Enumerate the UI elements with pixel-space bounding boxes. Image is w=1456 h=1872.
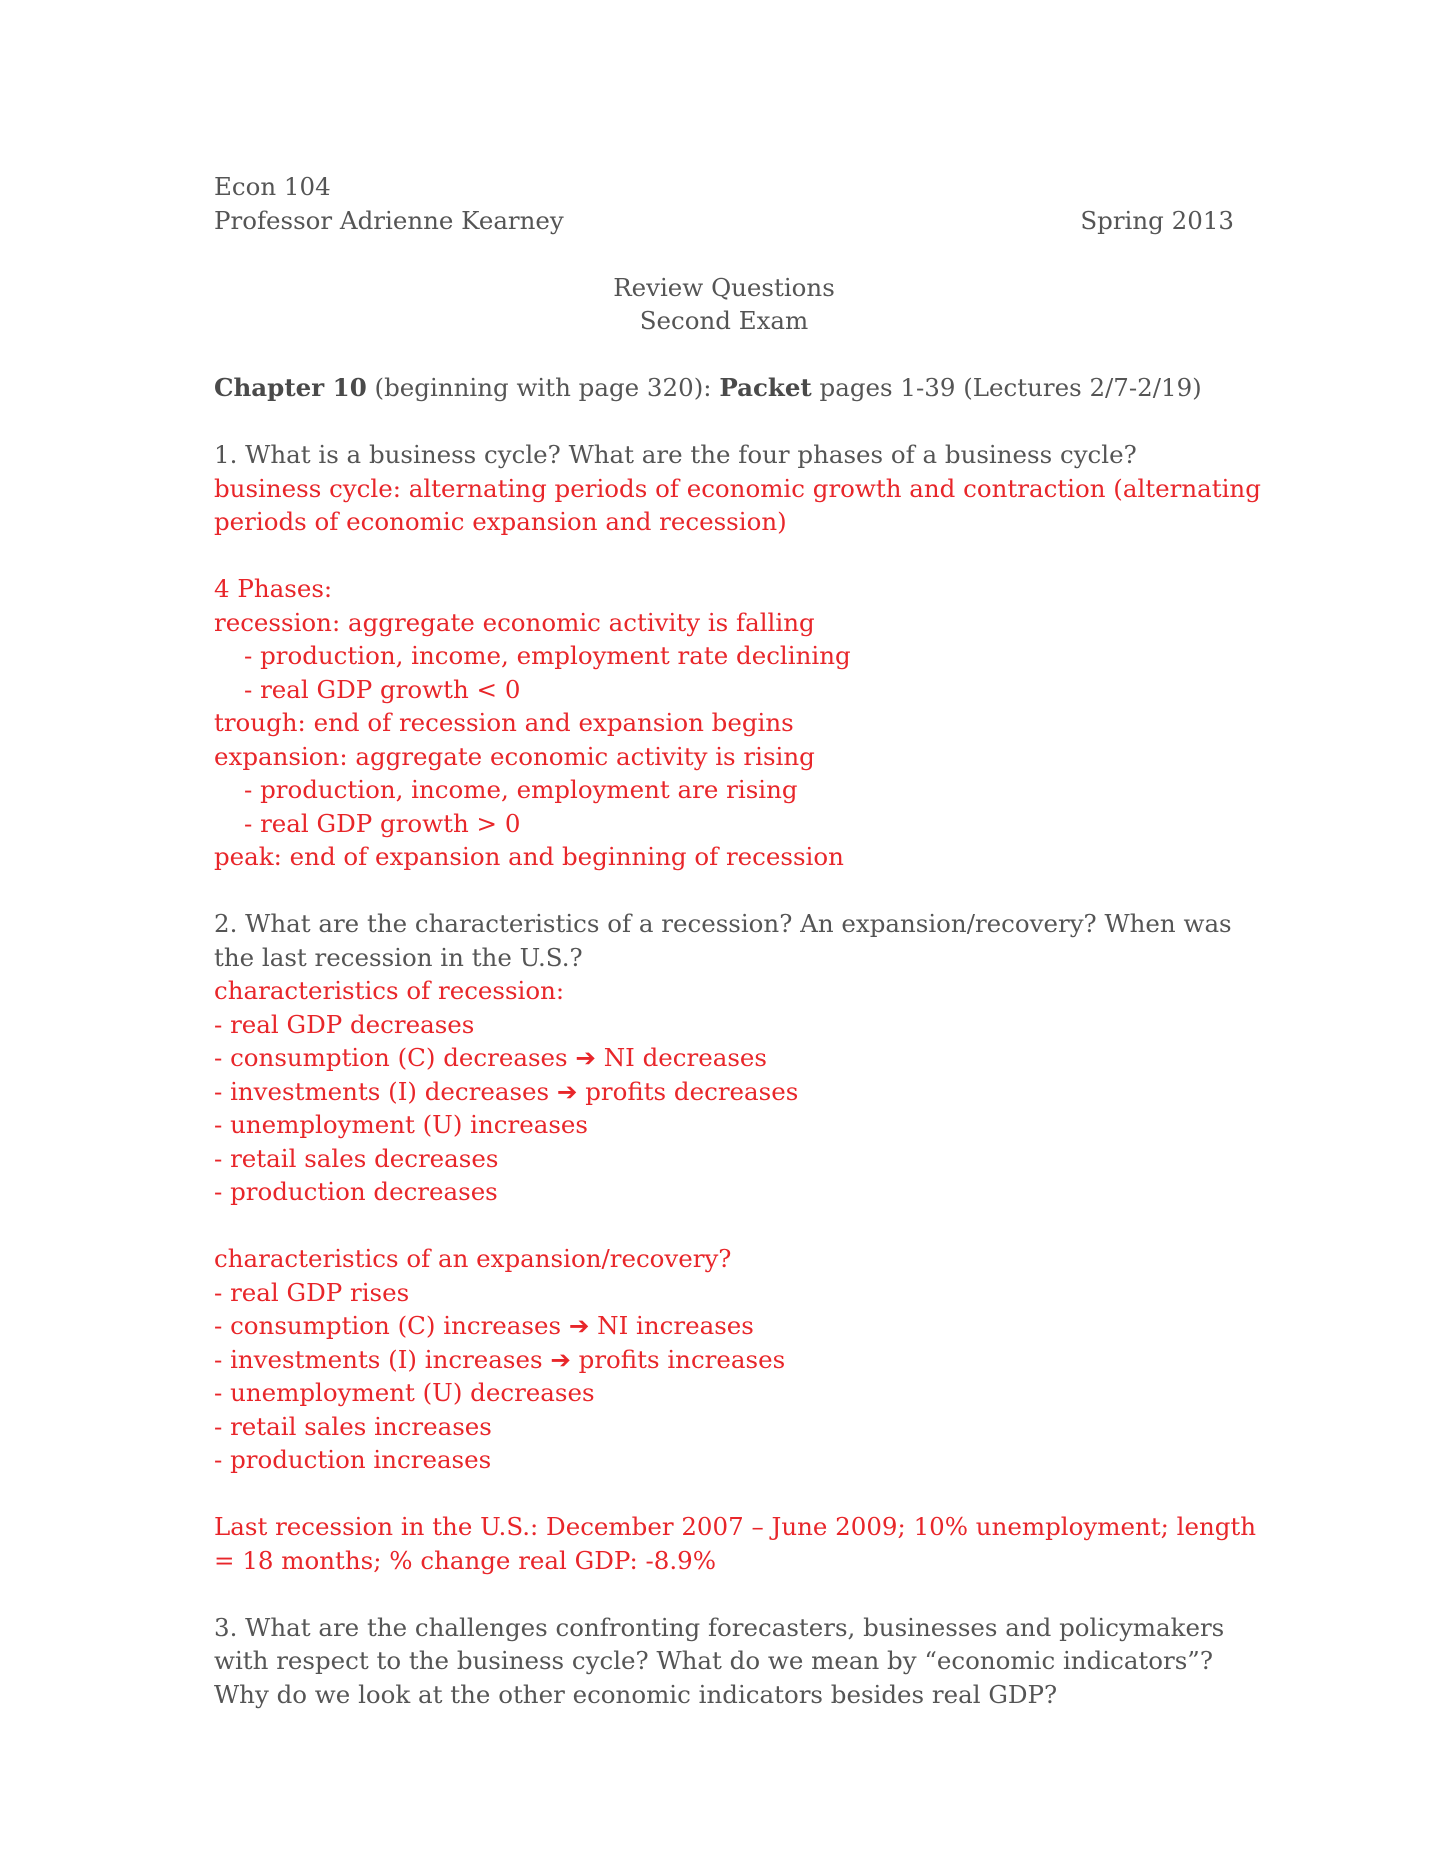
document-content [214,170,1261,1711]
phase-trough: trough: end of recession and expansion begins [214,708,794,737]
arrow-right-icon: ➔ [556,1076,578,1106]
list-item [214,1309,1234,1343]
arrow-right-icon: ➔ [568,1311,590,1340]
question-3: 3. What are the challenges confronting forecasters, businesses and policymakers [214,1612,1225,1642]
list-item [214,1343,1234,1377]
list-item: - production decreases [214,1177,498,1206]
chapter-note: (beginning with page 320): [366,373,720,402]
packet-label: Packet [719,373,812,402]
header-row [214,204,1234,238]
recession-heading: characteristics of recession: [214,976,565,1005]
item-text: - investments (I) increases [214,1344,551,1374]
phase-detail: - production, income, employment are rising [244,775,798,804]
phases-heading: 4 Phases: [214,574,333,603]
expansion-heading: characteristics of an expansion/recovery? [214,1244,732,1273]
chapter-line [214,371,1234,405]
phase-detail: - production, income, employment rate declining [244,641,851,670]
list-item: - retail sales increases [214,1411,492,1441]
chapter-label: Chapter 10 [214,373,367,402]
phase-expansion: expansion: aggregate economic activity is rising [214,741,815,771]
phase-detail: - real GDP growth < 0 [244,674,521,704]
question-3: with respect to the business cycle? What do we mean by “economic indicators”? [214,1646,1213,1675]
list-item: - real GDP rises [214,1277,410,1307]
question-2: 2. What are the characteristics of a recession? An expansion/recovery? When was [214,909,1232,938]
item-text: - consumption (C) increases [214,1311,569,1340]
professor-name: Professor Adrienne Kearney [214,205,564,235]
item-text: profits decreases [577,1076,799,1106]
document-subtitle: Second Exam [639,306,809,335]
list-item [214,1075,1234,1109]
phase-recession: recession: aggregate economic activity is falling [214,607,815,637]
arrow-right-icon: ➔ [575,1043,596,1072]
list-item: - unemployment (U) increases [214,1110,588,1139]
question-1: 1. What is a business cycle? What are the four phases of a business cycle? [214,440,1137,469]
document-title: Review Questions [613,272,835,302]
item-text: - investments (I) decreases [214,1076,557,1106]
last-recession-line: Last recession in the U.S.: December 2007 – June 2009; 10% unemployment; length [214,1512,1257,1541]
item-text: NI decreases [595,1043,767,1072]
item-text: profits increases [570,1344,786,1374]
question-2: the last recession in the U.S.? [214,942,583,972]
list-item: - unemployment (U) decreases [214,1378,595,1407]
last-recession-line: = 18 months; % change real GDP: -8.9% [214,1545,717,1575]
list-item: - real GDP decreases [214,1009,475,1039]
phase-detail: - real GDP growth > 0 [244,808,521,838]
course-name: Econ 104 [214,172,331,201]
question-3: Why do we look at the other economic indicators besides real GDP? [214,1679,1058,1709]
list-item: - production increases [214,1445,492,1474]
term: Spring 2013 [1080,205,1234,235]
item-text: - consumption (C) decreases [214,1043,576,1072]
answer-1-line: periods of economic expansion and recession) [214,507,787,536]
list-item [214,1041,1234,1075]
packet-note: pages 1-39 (Lectures 2/7-2/19) [811,373,1202,402]
item-text: NI increases [589,1311,754,1340]
arrow-right-icon: ➔ [550,1344,571,1374]
answer-1-line: business cycle: alternating periods of economic growth and contraction (alternating [214,473,1261,503]
phase-peak: peak: end of expansion and beginning of recession [214,842,844,871]
list-item: - retail sales decreases [214,1143,499,1173]
